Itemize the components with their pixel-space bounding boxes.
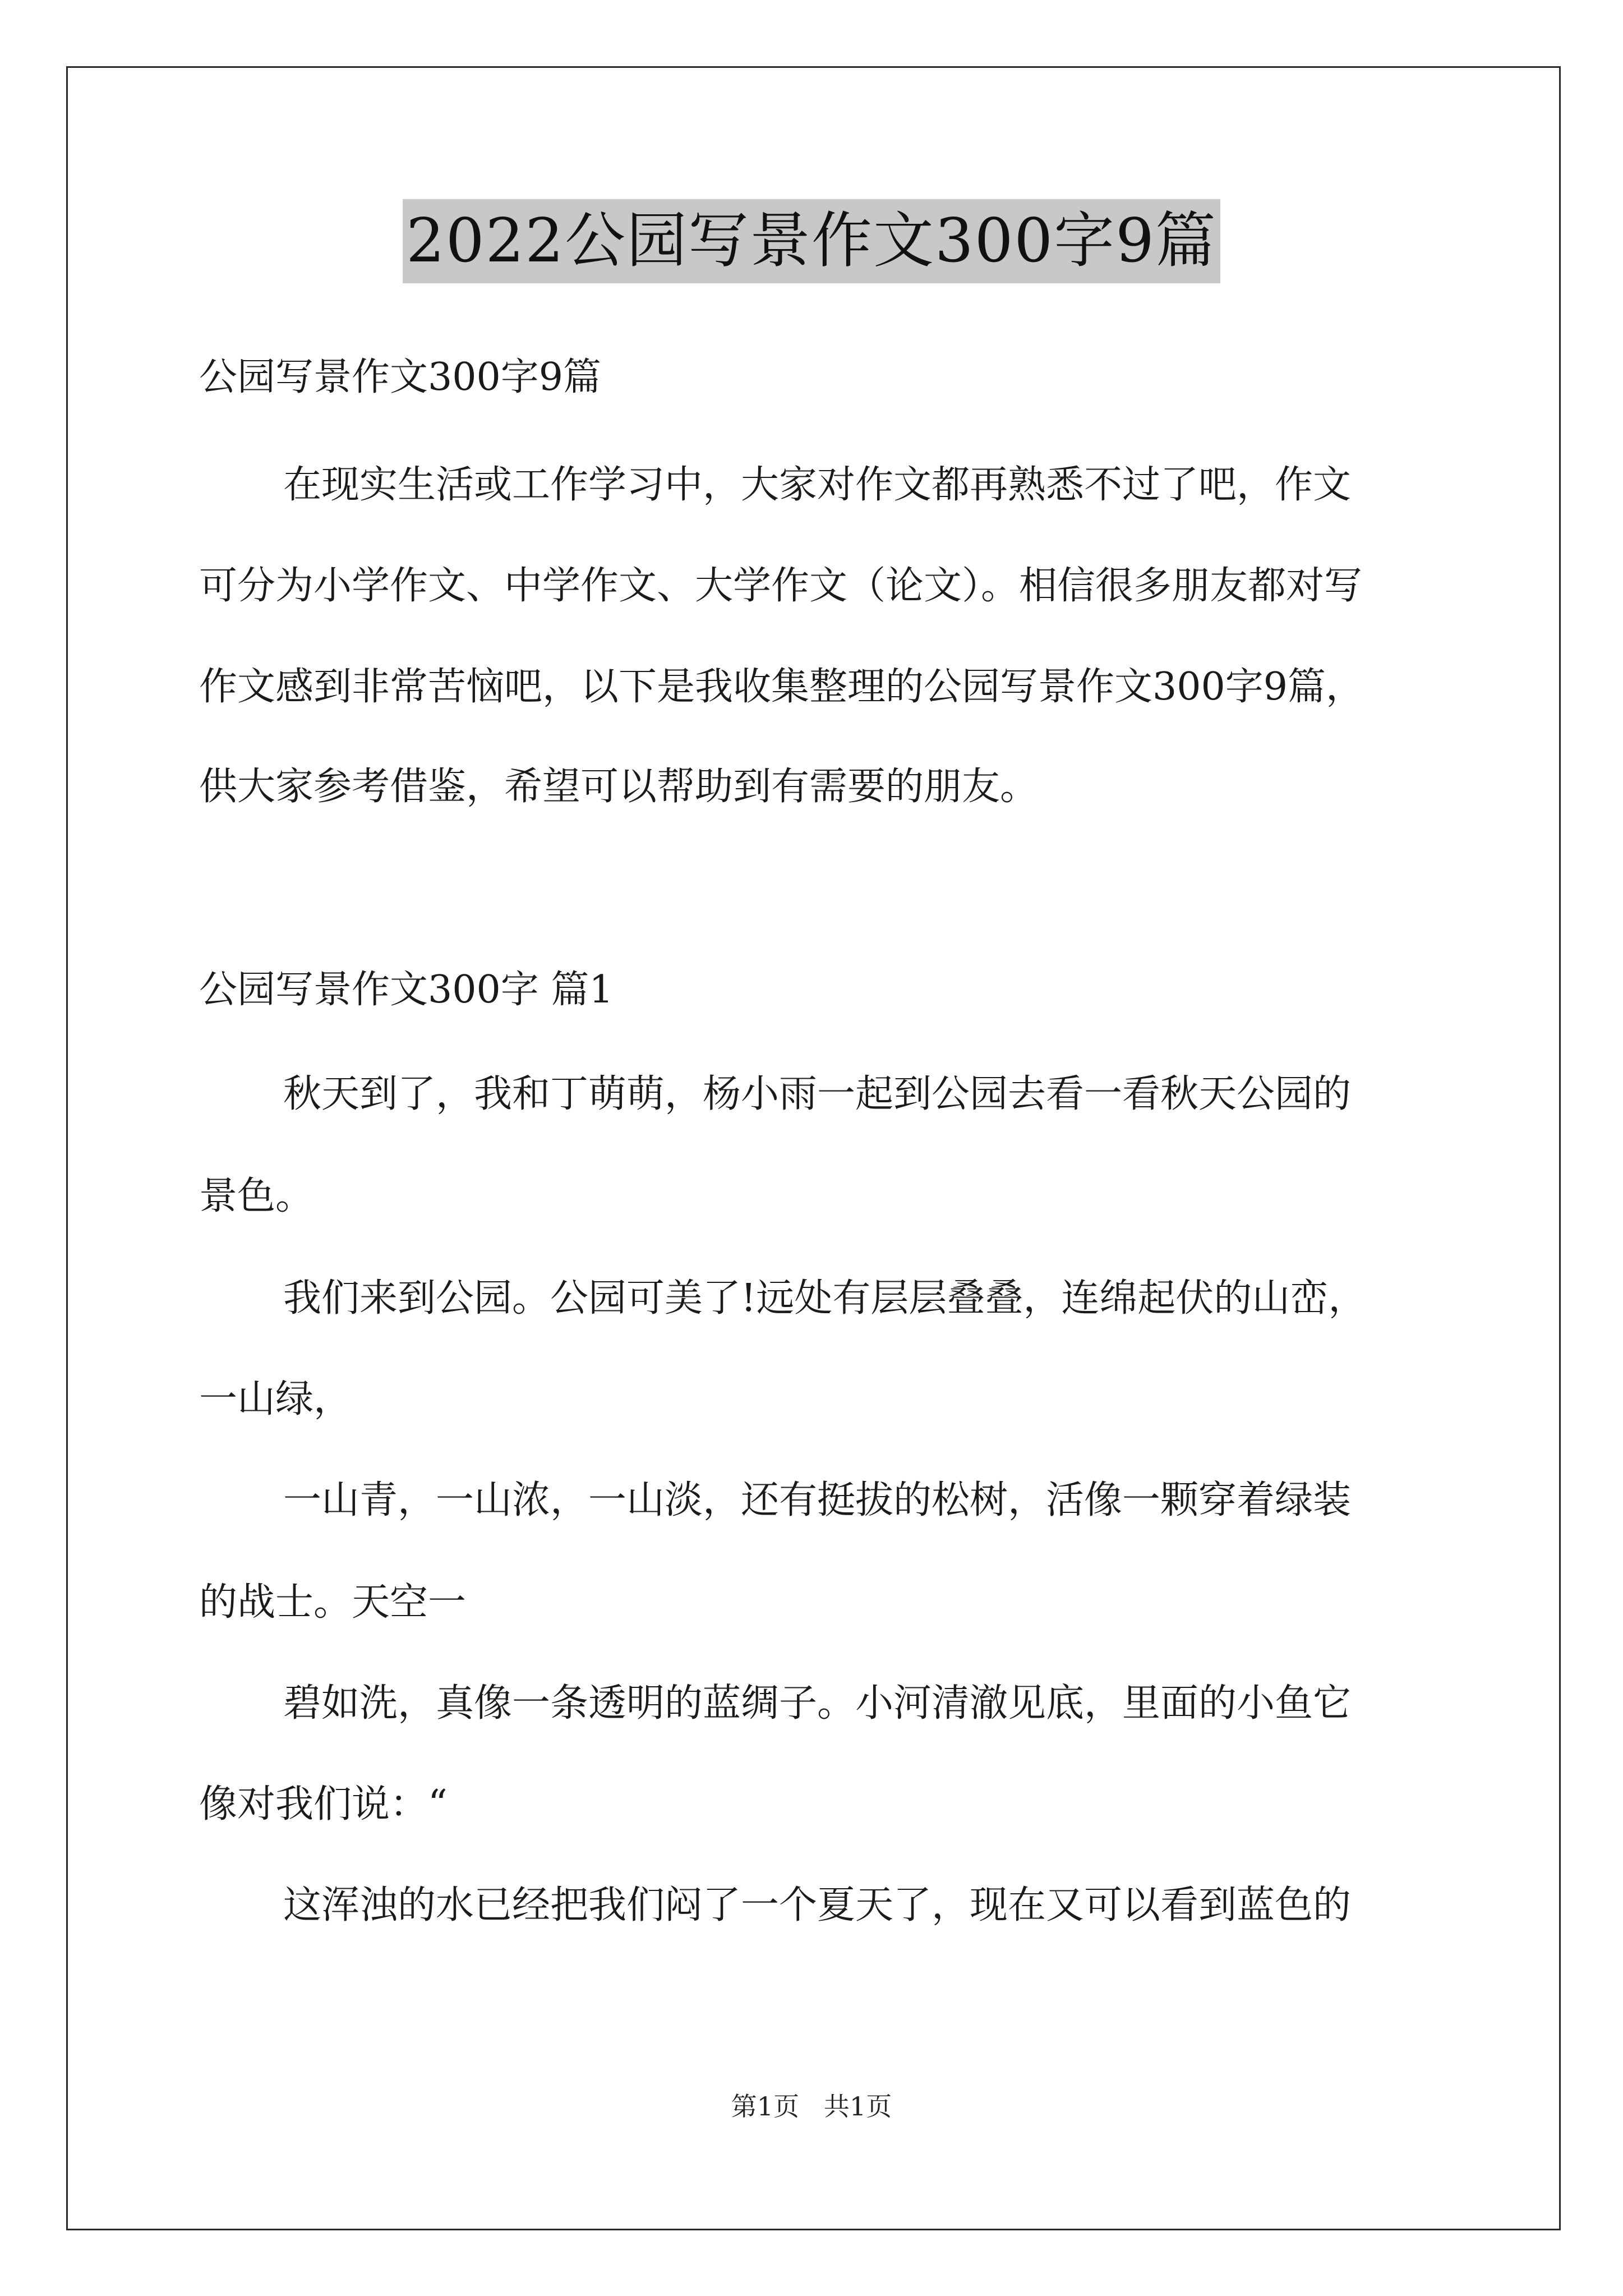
paragraph-line: 秋天到了，我和丁萌萌，杨小雨一起到公园去看一看秋天公园的	[283, 1072, 1352, 1116]
paragraph-line: 的战士。天空一	[199, 1580, 467, 1625]
paragraph-line: 我们来到公园。公园可美了!远处有层层叠叠，连绵起伏的山峦，	[283, 1276, 1367, 1320]
paragraph-line: 一山绿，	[199, 1377, 352, 1421]
document-title: 2022公园写景作文300字9篇	[403, 199, 1220, 283]
paragraph-line: 碧如洗，真像一条透明的蓝绸子。小河清澈见底，里面的小鱼它	[283, 1681, 1352, 1726]
title-container	[0, 199, 1623, 283]
page-footer: 第1页 共1页	[731, 2091, 892, 2122]
subtitle-line: 公园写景作文300字9篇	[199, 355, 602, 399]
paragraph-line: 这浑浊的水已经把我们闷了一个夏天了，现在又可以看到蓝色的	[283, 1883, 1352, 1927]
paragraph-line: 供大家参考借鉴，希望可以帮助到有需要的朋友。	[199, 765, 1039, 809]
paragraph-line: 像对我们说：“	[199, 1782, 448, 1826]
paragraph-line: 可分为小学作文、中学作文、大学作文（论文）。相信很多朋友都对写	[199, 564, 1363, 608]
paragraph-line: 景色。	[199, 1174, 314, 1218]
paragraph-line: 一山青，一山浓，一山淡，还有挺拔的松树，活像一颗穿着绿装	[283, 1478, 1352, 1522]
section-heading: 公园写景作文300字 篇1	[199, 968, 614, 1012]
paragraph-line: 作文感到非常苦恼吧，以下是我收集整理的公园写景作文300字9篇，	[199, 665, 1364, 709]
paragraph-line: 在现实生活或工作学习中，大家对作文都再熟悉不过了吧，作文	[283, 463, 1352, 507]
